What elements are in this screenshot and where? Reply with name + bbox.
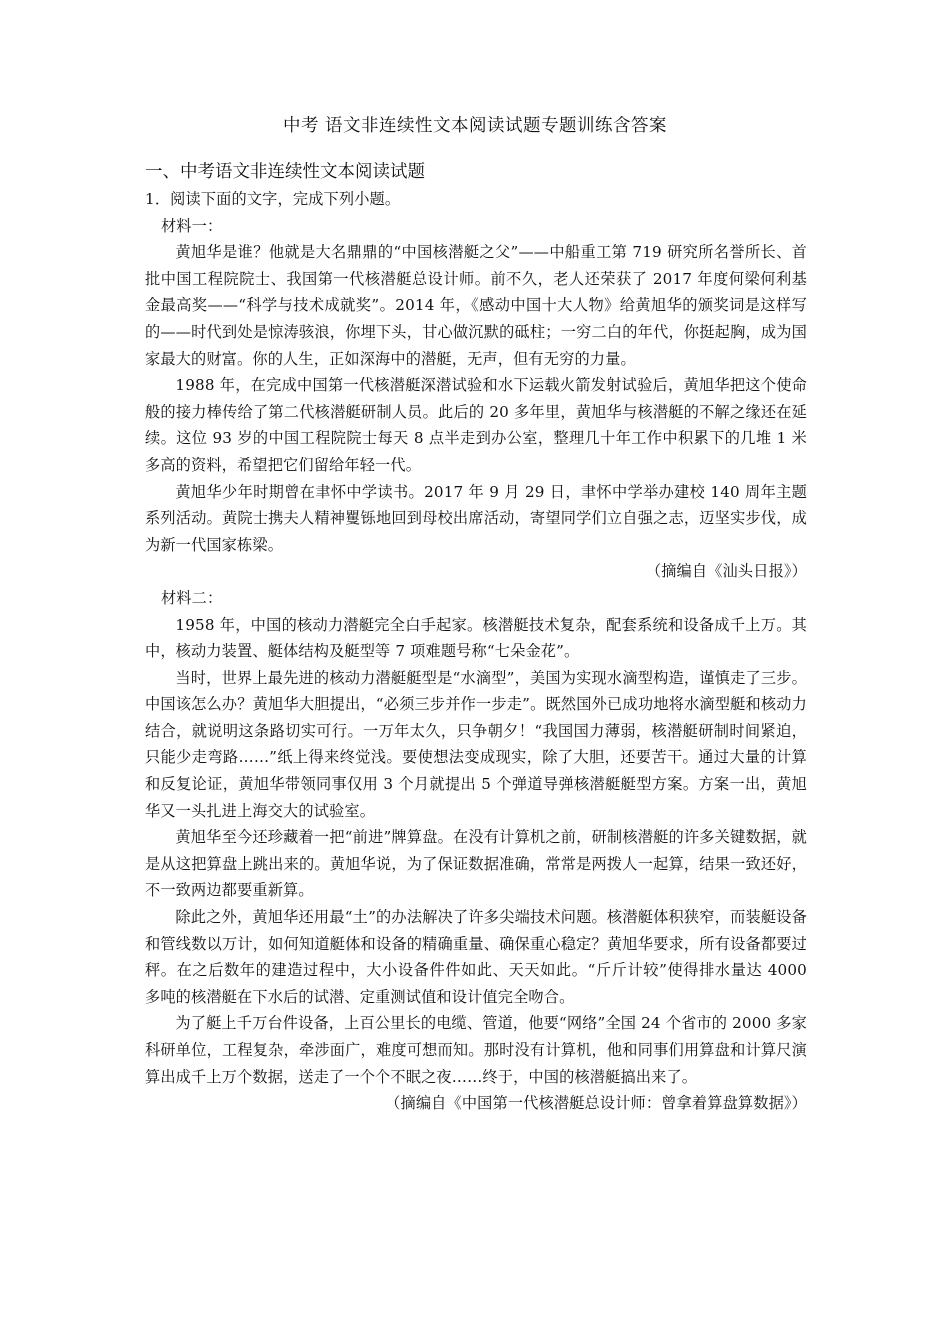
material-1-paragraph: 黄旭华少年时期曾在聿怀中学读书。2017 年 9 月 29 日，聿怀中学举办建校 140 周年主题系列活动。黄院士携夫人精神矍铄地回到母校出席活动，寄望同学们立自强之志，迈坚实步伐，成为新一代国家栋梁。 xyxy=(145,482,807,554)
material-2-paragraph: 当时，世界上最先进的核动力潜艇艇型是“水滴型”，美国为实现水滴型构造，谨慎走了三步。中国该怎么办？黄旭华大胆提出，“必须三步并作一步走”。既然国外已成功地将水滴型艇和核动力结合，就说明这条路切实可行。一万年太久，只争朝夕！“我国国力薄弱，核潜艇研制时间紧迫，只能少走弯路……”纸上得来终觉浅。要使想法变成现实，除了大胆，还要苦干。通过大量的计算和反复论证，黄旭华带领同事仅用 3 个月就提出 5 个弹道导弹核潜艇艇型方案。方案一出，黄旭华又一头扎进上海交大的试验室。 xyxy=(145,668,807,820)
material-2-paragraph: 除此之外，黄旭华还用最“土”的办法解决了许多尖端技术问题。核潜艇体积狭窄，而装艇设备和管线数以万计，如何知道艇体和设备的精确重量、确保重心稳定？黄旭华要求，所有设备都要过秤。在之后数年的建造过程中，大小设备件件如此、天天如此。“斤斤计较”使得排水量达 4000 多吨的核潜艇在下水后的试潜、定重测试值和设计值完全吻合。 xyxy=(145,908,807,1006)
material-2-paragraph: 黄旭华至今还珍藏着一把“前进”牌算盘。在没有计算机之前，研制核潜艇的许多关键数据，就是从这把算盘上跳出来的。黄旭华说，为了保证数据准确，常常是两拨人一起算，结果一致还好，不一致两边都要重新算。 xyxy=(145,828,807,900)
material-1-source: （摘编自《汕头日报》） xyxy=(645,562,807,581)
question-prompt: 1．阅读下面的文字，完成下列小题。 xyxy=(145,190,401,208)
material-1-paragraph: 黄旭华是谁？他就是大名鼎鼎的“中国核潜艇之父”——中船重工第 719 研究所名誉所长、首批中国工程院院士、我国第一代核潜艇总设计师。前不久，老人还荣获了 2017 年度何梁何利基金最高奖——“科学与技术成就奖”。2014 年，《感动中国十大人物》给黄旭华的颁奖词是这样写的——时代到处是惊涛骇浪，你埋下头，甘心做沉默的砥柱；一穷二白的年代，你挺起胸，成为国家最大的财富。你的人生，正如深海中的潜艇，无声，但有无穷的力量。 xyxy=(145,243,807,368)
material-1-paragraph: 1988 年，在完成中国第一代核潜艇深潜试验和水下运载火箭发射试验后，黄旭华把这个使命般的接力棒传给了第二代核潜艇研制人员。此后的 20 多年里，黄旭华与核潜艇的不解之缘还在延续。这位 93 岁的中国工程院院士每天 8 点半走到办公室，整理几十年工作中积累下的几堆 1 米多高的资料，希望把它们留给年轻一代。 xyxy=(145,376,807,474)
material-2-paragraph: 为了艇上千万台件设备，上百公里长的电缆、管道，他要“网络”全国 24 个省市的 2000 多家科研单位，工程复杂，牵涉面广，难度可想而知。那时没有计算机，他和同事们用算盘和计算尺演算出成千上万个数据，送走了一个个不眠之夜……终于，中国的核潜艇搞出来了。 xyxy=(145,1014,807,1086)
section-heading: 一、中考语文非连续性文本阅读试题 xyxy=(145,162,425,182)
material-1-label: 材料一： xyxy=(160,216,223,235)
document-body xyxy=(145,186,807,1117)
material-2-label: 材料二： xyxy=(160,588,223,607)
page-title: 中考 语文非连续性文本阅读试题专题训练含答案 xyxy=(282,116,668,136)
material-2-source: （摘编自《中国第一代核潜艇总设计师：曾拿着算盘算数据》） xyxy=(385,1094,807,1113)
material-2-paragraph: 1958 年，中国的核动力潜艇完全白手起家。核潜艇技术复杂，配套系统和设备成千上万。其中，核动力装置、艇体结构及艇型等 7 项难题号称“七朵金花”。 xyxy=(145,615,807,661)
